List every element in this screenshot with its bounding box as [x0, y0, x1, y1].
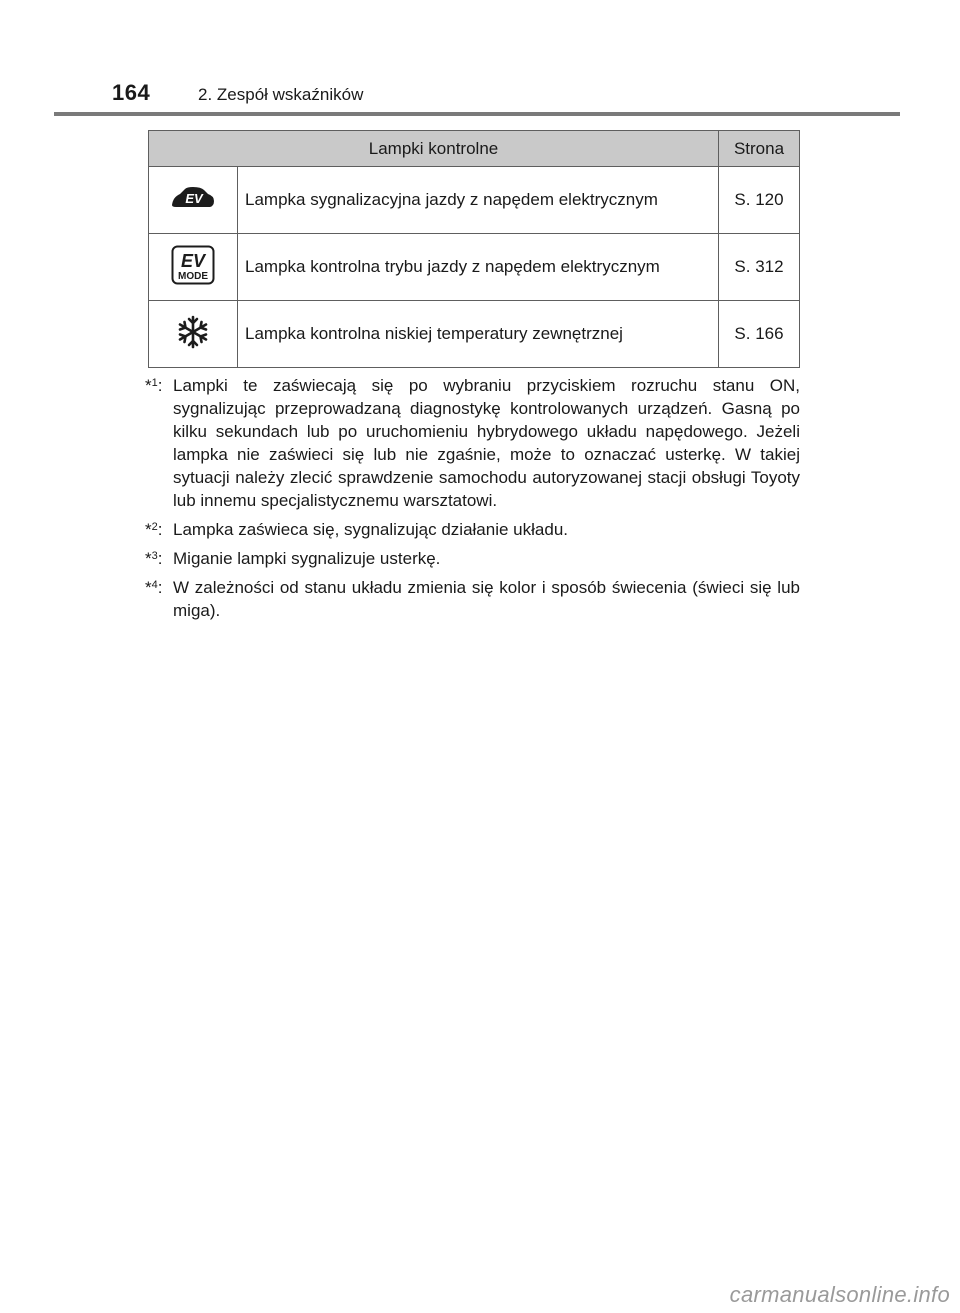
footnote-marker: *$^1$:	[145, 376, 163, 395]
section-title: 2. Zespół wskaźników	[198, 85, 364, 104]
svg-text:EV: EV	[180, 250, 206, 271]
footnote-marker: *$^3$:	[145, 549, 163, 568]
table-header-row	[149, 131, 800, 167]
svg-text:MODE: MODE	[178, 270, 208, 282]
footnote-4	[145, 576, 800, 622]
footnote-marker: *$^4$:	[145, 578, 163, 597]
footnote-text: W zależności od stanu układu zmienia się kolor i sposób świecenia (świeci się lub miga).	[173, 578, 800, 620]
footnote-2	[145, 518, 800, 541]
icon-cell	[149, 301, 238, 368]
svg-text:EV: EV	[185, 190, 203, 206]
indicator-lamps-table	[148, 130, 800, 368]
page-reference: S. 166	[719, 301, 800, 368]
ev-indicator-icon	[169, 184, 217, 217]
snowflake-icon	[176, 315, 210, 354]
icon-cell	[149, 167, 238, 234]
page-reference: S. 312	[719, 234, 800, 301]
table-row	[149, 167, 800, 234]
table-row	[149, 301, 800, 368]
site-watermark: carmanualsonline.info	[729, 1282, 950, 1307]
ev-mode-icon	[171, 245, 215, 290]
column-header-page: Strona	[719, 131, 800, 167]
page-number: 164	[112, 80, 151, 105]
table-row	[149, 234, 800, 301]
column-header-lamps: Lampki kontrolne	[149, 131, 719, 167]
page-header	[112, 80, 363, 110]
footnote-3	[145, 547, 800, 570]
footnote-marker: *$^2$:	[145, 520, 163, 539]
footnote-text: Lampka zaświeca się, sygnalizując działanie układu.	[173, 520, 568, 539]
lamp-description: Lampka sygnalizacyjna jazdy z napędem elektrycznym	[238, 167, 719, 234]
footnotes	[145, 374, 800, 628]
icon-cell	[149, 234, 238, 301]
page-reference: S. 120	[719, 167, 800, 234]
footnote-text: Lampki te zaświecają się po wybraniu przyciskiem rozruchu stanu ON, sygnalizując przeprowadzaną diagnostykę kontrolowanych urządzeń. Gasną po kilku sekundach lub po uruchomieniu hybrydowego układu napędowego. Jeżeli lampka nie zaświeci się lub nie zgaśnie, może to oznaczać usterkę. W takiej sytuacji należy zlecić sprawdzenie samochodu autoryzowanej stacji obsługi Toyoty lub innemu specjalistycznemu warsztatowi.	[173, 376, 800, 510]
footnote-1	[145, 374, 800, 512]
lamp-description: Lampka kontrolna niskiej temperatury zewnętrznej	[238, 301, 719, 368]
lamp-description: Lampka kontrolna trybu jazdy z napędem elektrycznym	[238, 234, 719, 301]
header-divider	[54, 112, 900, 116]
footnote-text: Miganie lampki sygnalizuje usterkę.	[173, 549, 441, 568]
